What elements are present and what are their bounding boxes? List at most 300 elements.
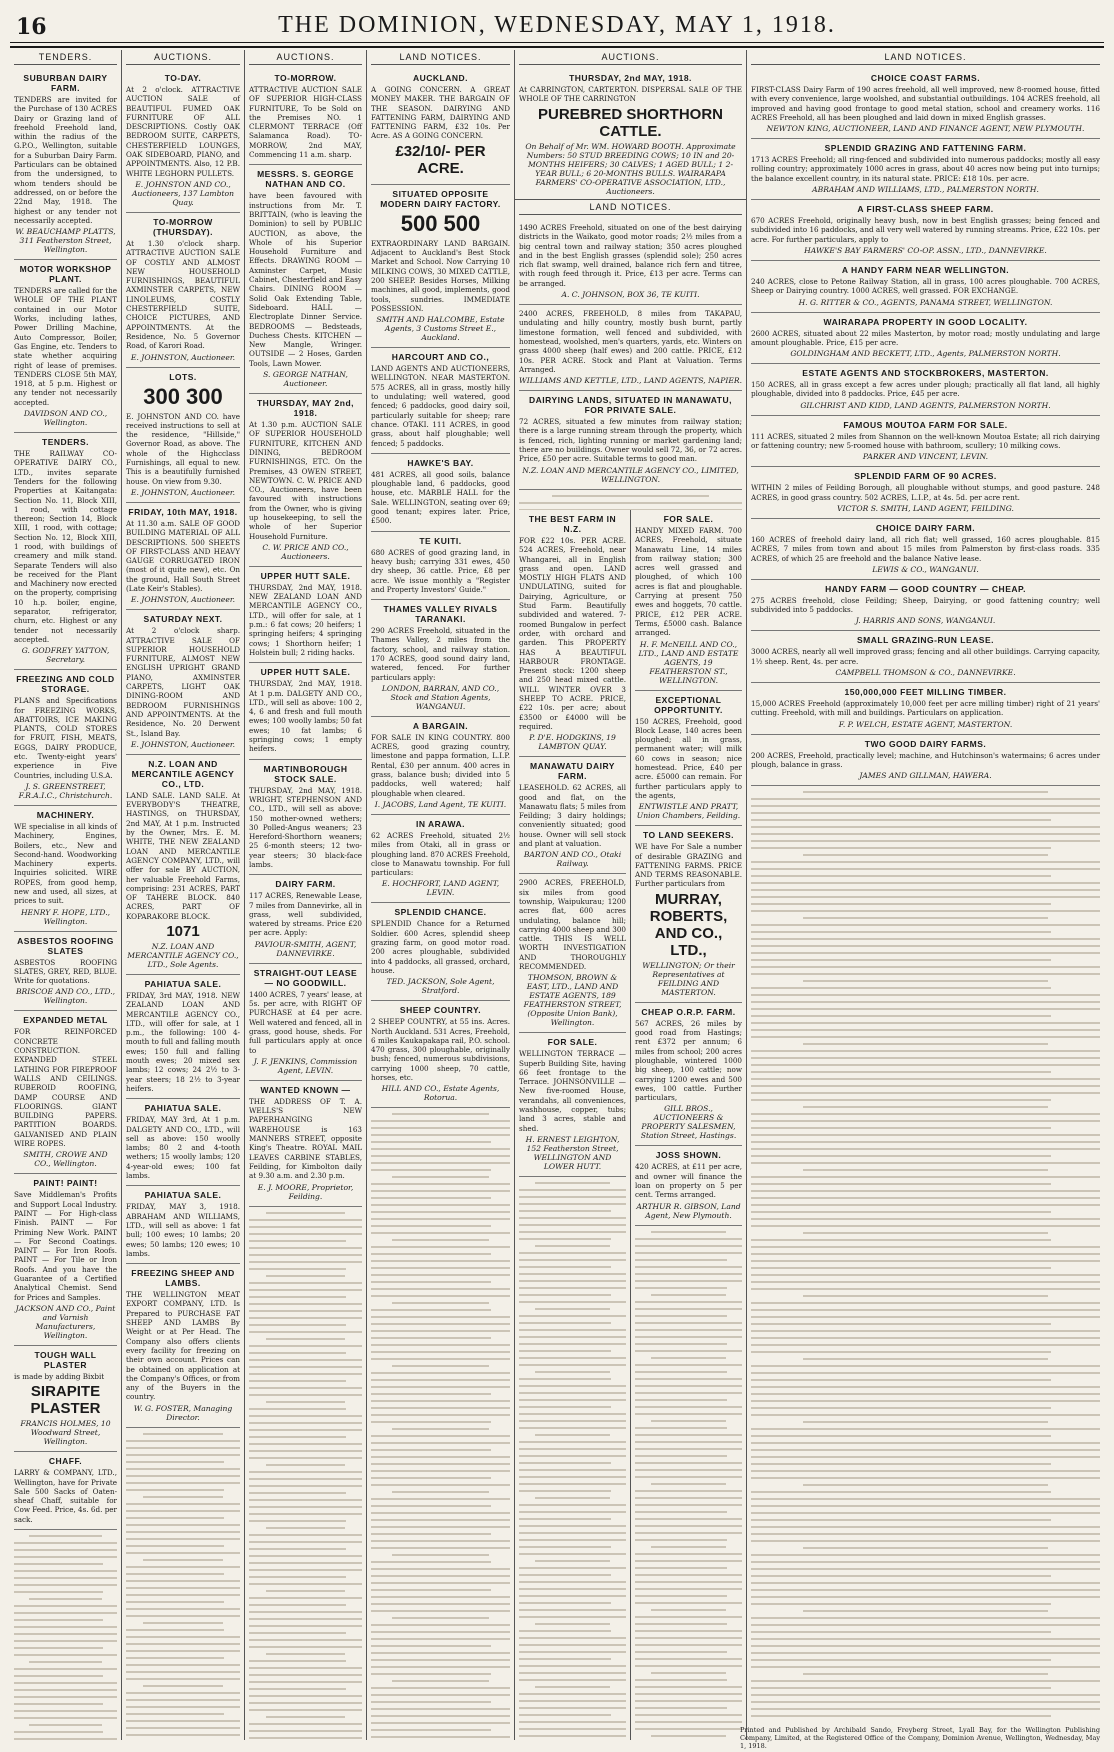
ad-signature: ARTHUR R. GIBSON, Land Agent, New Plymouth. [636,1201,741,1220]
ad-title: SHEEP COUNTRY. [399,1005,482,1016]
text-line [519,1581,626,1583]
ad-title: SPLENDID FARM OF 90 ACRES. [854,471,997,482]
text-line [249,1296,346,1298]
text-line [371,1477,491,1479]
text-line [519,1231,626,1233]
text-line [249,1457,362,1459]
newsprint-texture [14,1535,117,1740]
text-line [371,1183,510,1185]
text-line [751,1274,1100,1276]
ad-display-line: PUREBRED SHORTHORN CATTLE. [537,105,723,140]
column-heading: LAND NOTICES. [751,50,1100,65]
text-line [249,1730,362,1732]
ad-signature: SMITH, CROWE AND CO., Wellington. [23,1150,108,1169]
text-line [751,1694,1100,1696]
text-line [371,1400,510,1402]
text-line [266,1716,345,1718]
text-line [535,1686,610,1688]
ad-title: SATURDAY NEXT. [143,614,223,625]
text-line [371,1722,510,1724]
text-line [249,1352,346,1354]
text-line [249,1681,362,1683]
text-line [751,1365,1100,1367]
ad-title: MACHINERY. [36,809,95,820]
ad-body: 111 ACRES, situated 2 miles from Shannon on the well-known Moutoa Estate; all rich dairying or fattening country; new 5-roomed house with bathroom, scullery; 10 milking cows. [751,431,1100,451]
ad-body: FOR £22 10s. PER ACRE. 524 ACRES, Freehold, near Whangarei, all in English grass and open. LAND MOSTLY HIGH FLATS AND UNDULATING, suited for Dairying, Agriculture, or Stud Farm. Beautifully subdivided and watered. 7-roomed Bungalow in perfect order, with orchard and garden. This PROPERTY HAS A BEAUTIFUL HARBOUR FRONTAGE. Present stock: 1200 sheep and 250 head mixed cattle. WILL WINTER OVER 3 SHEEP TO ACRE. PRICE, £22 10s. per acre; about £3500 or £4000 will be required. [519,536,626,731]
ad-title: FREEZING SHEEP AND LAMBS. [131,1268,235,1289]
advertisement [371,815,510,903]
text-line [249,1702,362,1704]
text-line [371,1596,510,1598]
text-line [371,1421,491,1423]
text-line [392,1428,489,1430]
advertisement [635,691,742,827]
ad-signature: E. JOHNSTON, Auctioneer. [130,739,236,749]
text-line [371,1708,510,1710]
text-line [14,1549,117,1551]
advertisement [126,975,240,1099]
text-line [371,1547,510,1549]
ad-title: FRIDAY, 10th MAY, 1918. [128,506,238,517]
ad-title: A BARGAIN. [412,720,469,731]
ad-body: THE WELLINGTON MEAT EXPORT COMPANY, LTD. Is Prepared to PURCHASE FAT SHEEP AND LAMBS By Weight or at Per Head. The Company also offers clients every facility for freezing on their own account. Prices can be obtained on application at the Company's Offices, or from any of the Buyers in the country. [126,1290,240,1402]
advertisement [126,1186,240,1264]
text-line [392,1113,489,1115]
ad-title: TO-MORROW. [274,73,337,83]
text-line [249,1219,362,1221]
text-line [126,1461,224,1463]
text-line [249,1506,362,1508]
text-line [751,826,1100,828]
text-line [143,1622,223,1624]
text-line [249,1583,362,1585]
text-line [249,1520,346,1522]
text-line [635,1455,727,1457]
ad-signature: H. ERNEST LEIGHTON, 152 Featherston Street, WELLINGTON AND LOWER HUTT. [525,1134,620,1171]
ad-title: A HANDY FARM NEAR WELLINGTON. [841,264,1010,275]
text-line [519,1644,626,1646]
text-line [371,1288,510,1290]
text-line [371,1344,510,1346]
text-line [371,1701,491,1703]
text-line [249,1492,346,1494]
ad-signature: S. GEORGE NATHAN, Auctioneer. [263,370,348,389]
text-line [14,1696,117,1698]
text-line [651,1483,726,1485]
advertisement [14,1174,117,1346]
ad-title: FAMOUS MOUTOA FARM FOR SALE. [843,419,1008,430]
text-line [249,1555,362,1557]
ad-signature: HAWKE'S BAY FARMERS' CO-OP. ASSN., LTD., DANNEVIRKE. [804,245,1047,255]
text-line [266,1653,345,1655]
ad-body: 117 ACRES, Renewable Lease, 7 miles from Dannevirke, all in grass, well subdivided, watered by streams. Price £20 per acre. Apply: [249,891,362,938]
text-line [519,1210,611,1212]
text-line [14,1619,103,1621]
ad-title: EXCEPTIONAL OPPORTUNITY. [654,694,723,715]
text-line [751,1561,1100,1563]
text-line [371,1610,510,1612]
ad-body: 62 ACRES Freehold, situated 2½ miles from Otaki, all in grass or ploughing land. 870 ACRES Freehold, close to Manawatu township. For full particulars: [371,830,510,878]
ad-signature: F. P. WELCH, ESTATE AGENT, MASTERTON. [838,719,1013,729]
ad-body: FOR REINFORCED CONCRETE CONSTRUCTION. EXPANDED STEEL LATHING FOR FIREPROOF WALLS AND CEILINGS. RUBEROID ROOFING, DAMP COURSE AND FLOORINGS. GIANT BUILDING PAPERS. PARTITION BOARDS. GALVANISED AND PLAIN WIRE ROPES. [14,1027,117,1149]
text-line [635,1462,742,1464]
text-line [266,1275,345,1277]
text-line [751,847,1051,849]
text-line [635,1406,742,1408]
text-line [126,1503,240,1505]
text-line [635,1364,742,1366]
text-line [14,1563,103,1565]
text-line [126,1629,224,1631]
advertisement [519,1033,626,1177]
text-line [126,1580,240,1582]
text-line [371,1540,510,1542]
ad-body: 290 ACRES Freehold, situated in the Thames Valley, 2 miles from the factory, school, and railway station. 170 ACRES, good sound dairy land, watered, fenced. For further particulars apply: [371,626,510,682]
ad-title: HAWKE'S BAY. [407,457,474,468]
text-line [249,1331,362,1333]
ad-title: ESTATE AGENTS AND STOCKBROKERS, MASTERTON. [802,368,1049,379]
advertisement [751,313,1100,365]
ad-body: At 2 o'clock sharp. ATTRACTIVE SALE OF SUPERIOR HOUSEHOLD FURNITURE, ALMOST NEW ENGLISH UPRIGHT GRAND PIANO, AXMINSTER CARPETS, LIGHT OAK DINING-ROOM AND BEDROOM FURNISHINGS AND APPOINTMENTS. At the Residence, No. 20 Derwent St., Island Bay. [126,626,240,738]
text-line [371,1456,510,1458]
advertisement [519,391,742,489]
text-line [371,1645,491,1647]
ad-title: A FIRST-CLASS SHEEP FARM. [857,204,994,215]
text-line [751,1134,1100,1136]
text-line [266,1590,345,1592]
text-line [249,1303,362,1305]
ad-signature: E. JOHNSTON AND CO., Auctioneers, 137 Lambton Quay. [132,179,234,207]
advertisement [371,185,510,348]
newsprint-texture [126,1433,240,1740]
advertisement [126,1264,240,1428]
text-line [635,1532,742,1534]
ad-title: THURSDAY, MAY 2nd, 1918. [256,398,354,419]
advertisement [751,200,1100,261]
text-line [651,1735,726,1737]
text-line [519,1574,611,1576]
text-line [519,502,742,504]
text-line [751,966,1100,968]
advertisement [126,755,240,975]
text-line [519,1490,611,1492]
text-line [751,1379,1051,1381]
text-line [392,1239,489,1241]
text-line [751,1253,1100,1255]
text-line [249,1310,362,1312]
text-line [126,1671,240,1673]
text-line [371,1372,510,1374]
advertisement [751,69,1100,139]
advertisement [635,510,742,691]
ad-signature: H. G. RITTER & CO., AGENTS, PANAMA STREET, WELLINGTON. [798,297,1053,307]
ad-signature: W. G. FOSTER, Managing Director. [133,1403,233,1422]
text-line [519,1462,611,1464]
text-line [751,1603,1051,1605]
advertisement [249,394,362,567]
ad-body: SPLENDID Chance for a Returned Soldier. 600 Acres, splendid sheep grazing farm, on good motor road. 200 acres ploughable, subdivided into 4 paddocks, all grassed, orchard, house. [371,919,510,975]
text-line [249,1282,362,1284]
ad-title: SITUATED OPPOSITE MODERN DAIRY FACTORY. [380,188,501,209]
text-line [371,1561,491,1563]
text-line [635,1539,727,1541]
text-line [371,1260,510,1262]
ad-large-figure: 300 300 [143,383,223,409]
text-line [371,1519,510,1521]
text-line [392,1176,489,1178]
text-line [635,1714,742,1716]
text-line [519,1301,626,1303]
text-line [519,1525,626,1527]
text-line [249,1366,362,1368]
text-line [249,1422,362,1424]
ad-title: MANAWATU DAIRY FARM. [530,761,615,782]
text-line [519,1343,626,1345]
ad-signature: LONDON, BARRAN, AND CO., Stock and Station Agents, WANGANUI. [381,683,500,711]
ad-title: TOUGH WALL PLASTER [34,1349,97,1370]
text-line [249,1737,362,1739]
text-line [126,1447,240,1449]
ad-title: WANTED KNOWN — [260,1084,351,1095]
text-line [751,1246,1100,1248]
ad-title: PAHIATUA SALE. [144,979,222,989]
ad-title: CHOICE DAIRY FARM. [875,522,976,533]
ad-signature: DAVIDSON AND CO., Wellington. [23,409,108,428]
text-line [519,1602,611,1604]
text-line [371,1449,491,1451]
text-line [249,1709,362,1711]
text-line [635,1511,727,1513]
text-line [14,1542,117,1544]
text-line [751,889,1100,891]
advertisement [249,567,362,663]
text-line [751,1113,1100,1115]
text-line [751,952,1100,954]
text-line [392,1365,489,1367]
text-line [751,1302,1100,1304]
text-line [751,1204,1100,1206]
text-line [14,1626,117,1628]
text-line [249,1261,362,1263]
text-line [371,1148,510,1150]
text-line [249,1485,362,1487]
text-line [535,1371,610,1373]
ad-title: PAINT! PAINT! [33,1178,98,1189]
ad-signature: WILLIAMS AND KETTLE, LTD., LAND AGENTS, NAPIER. [519,376,742,386]
advertisement [519,874,626,1033]
advertisement [14,670,117,806]
text-line [14,1703,103,1705]
text-line [519,1406,611,1408]
text-line [371,1274,510,1276]
ad-body: is made by adding Bixbit [14,1371,105,1381]
text-line [266,1527,345,1529]
text-line [249,1408,346,1410]
text-line [751,1477,1100,1479]
advertisement [126,69,240,213]
ad-signature: E. J. MOORE, Proprietor, Feilding. [257,1182,354,1201]
text-line [635,1308,742,1310]
text-line [371,1484,510,1486]
text-line [751,1316,1100,1318]
text-line [751,1015,1051,1017]
advertisement [249,964,362,1081]
ad-title: CHOICE COAST FARMS. [870,73,981,83]
ad-display-line: £32/10/- PER ACRE. [395,142,486,177]
text-line [249,1639,362,1641]
text-line [371,1225,491,1227]
text-line [751,1141,1100,1143]
text-line [635,1441,742,1443]
ad-body: 15,000 ACRES Freehold (approximately 10,000 feet per acre milling timber) right of 21 years' cutting. Freehold, with mill and buildings. Particulars on application. [751,699,1100,718]
ad-body: have been favoured with instructions from Mr. T. BRITTAIN, (who is leaving the Dominion) to sell by PUBLIC AUCTION, as above, the Whole of his Superior Household Furniture and Effects. DRAWING ROOM — Axminster Carpet, Music Cabinet, Chesterfield and Easy Chairs. DINING ROOM — Solid Oak Extending Table, Sideboard. HALL — Electroplate Dinner Service. BEDROOMS — Bedsteads, Duchess Chests. KITCHEN — New Mangle, Wringer. OUTSIDE — 2 Hoses, Garden Tools, Lawn Mower. [249,191,362,368]
advertisement [14,433,117,670]
text-line [635,1280,742,1282]
text-line [635,1707,727,1709]
text-line [751,1064,1100,1066]
advertisement [519,510,626,757]
ad-signature: GILCHRIST AND KIDD, LAND AGENTS, PALMERSTON NORTH. [800,400,1051,410]
ad-signature: J. S. GREENSTREET, F.R.A.I.C., Christchurch. [18,781,113,800]
text-line [371,1190,510,1192]
ad-body: THURSDAY, 2nd MAY, 1918. WRIGHT, STEPHENSON AND CO., LTD., will sell as above: 150 mother-owned wethers; 30 Polled-Angus weaners; 23 Hereford-Shorthorn weaners; 25 6-month steers; 12 two-year steers; 30 black-face lambs. [249,785,362,869]
text-line [249,1268,346,1270]
advertisement [751,139,1100,200]
ad-body: THURSDAY, 2nd MAY, 1918. NEW ZEALAND LOAN AND MERCANTILE AGENCY CO., LTD., will offer for sale, at 1 p.m.: 6 fat cows; 20 heifers; 1 springing heifers; 4 springing cows; 1 Shorthorn heifer; 1 Holstein bull; 2 riding hacks. [249,582,362,657]
text-line [519,1189,626,1191]
text-line [751,1183,1051,1185]
text-line [126,1517,224,1519]
text-line [519,1266,611,1268]
ad-title: ASBESTOS ROOFING SLATES [17,935,114,956]
text-line [535,1623,610,1625]
text-line [751,1323,1051,1325]
text-line [371,1603,510,1605]
text-line [249,1541,362,1543]
text-line [266,1464,345,1466]
text-line [751,1225,1100,1227]
text-line [635,1266,742,1268]
printer-imprint: Printed and Published by Archibald Sando, Freyberg Street, Lyall Bay, for the Wellington Publishing Company, Limited, at the Registered Office of the Company, Dominion Avenue, Wellington, Wednesday, May 1, 1918. [740,1726,1100,1750]
text-line [651,1672,726,1674]
column-heading: LAND NOTICES. [519,200,742,215]
text-line [751,1519,1051,1521]
text-line [519,1294,611,1296]
text-line [751,1505,1100,1507]
ad-body: ATTRACTIVE AUCTION SALE OF SUPERIOR HIGH-CLASS FURNITURE, To be Sold on the Premises NO. 1 CLERMONT TERRACE (Off Salamanca Road). TO-MORROW, 2nd MAY, Commencing 11 a.m. sharp. [249,85,362,160]
ad-signature: E. JOHNSTON, Auctioneer. [130,352,236,362]
advertisement [249,875,362,963]
text-line [371,1575,510,1577]
text-line [126,1524,240,1526]
ad-body: 3000 ACRES, nearly all well improved grass; fencing and all other buildings. Carrying capacity, 1½ sheep. Rent, 4s. per acre. [751,647,1100,666]
text-line [635,1336,742,1338]
text-line [371,1435,510,1437]
text-line [751,1008,1100,1010]
text-line [371,1134,510,1136]
text-line [371,1687,510,1689]
text-line [126,1531,240,1533]
text-line [14,1605,117,1607]
text-line [371,1386,510,1388]
text-line [371,1295,510,1297]
text-line [519,1420,626,1422]
ad-title: DAIRY FARM. [275,879,336,890]
text-line [519,1238,611,1240]
text-line [126,1573,224,1575]
text-line [751,1001,1100,1003]
column-8 [631,510,747,1740]
text-line [751,1617,1100,1619]
text-line [635,1623,727,1625]
text-line [751,1589,1100,1591]
text-line [392,1554,489,1556]
text-line [126,1657,224,1659]
ad-signature: CAMPBELL THOMSON & CO., DANNEVIRKE. [835,668,1016,678]
text-line [14,1738,117,1740]
text-line [635,1560,742,1562]
text-line [751,994,1100,996]
text-line [751,1022,1100,1024]
text-line [249,1373,362,1375]
text-line [249,1240,346,1242]
ad-body: At 2 o'clock. ATTRACTIVE AUCTION SALE of BEAUTIFUL FUMED OAK FURNITURE OF ALL DESCRIPTIONS. Costly OAK BEDROOM SUITE, CARPETS, CHESTERFIELD LOUNGES, OAK SIDEBOARD, PIANO, and APPOINTMENTS. Also, 12 P.B. WHITE LEGHORN PULLETS. [126,85,240,178]
advertisement [371,717,510,815]
text-line [519,1427,626,1429]
text-line [14,1556,117,1558]
text-line [751,868,1100,870]
text-line [249,1674,362,1676]
text-line [519,1511,626,1513]
ad-title: FOR SALE. [663,514,714,524]
advertisement [126,503,240,610]
text-line [751,1701,1100,1703]
text-line [535,1434,610,1436]
advertisement [371,903,510,1001]
text-line [249,1394,362,1396]
text-line [751,1393,1100,1395]
ad-body: Save Middleman's Profits and Support Local Industry. PAINT — For High-class Finish. PAINT — For Priming New Work. PAINT — For Second Coatings. PAINT — For Iron Roofs. PAINT — For Tile or Iron Roofs. And you have the Guarantee of a Certified Analytical Chemist. Send for Prices and Samples. [14,1190,117,1302]
text-line [519,1315,626,1317]
advertisement [751,519,1100,580]
text-line [519,1322,611,1324]
text-line [803,1610,1047,1612]
text-line [371,1162,510,1164]
text-line [635,1553,742,1555]
text-line [249,1695,362,1697]
ad-body: At 11.30 a.m. SALE OF GOOD BUILDING MATERIAL OF ALL DESCRIPTIONS. 500 SHEETS OF FIRST-CLASS AND HEAVY GAUGE CORRUGATED IRON (most of it quite new), etc. On the ground, Hall South Street (Late Keir's Stables). [126,518,240,593]
advertisement [14,69,117,260]
text-line [803,917,1047,919]
ad-title: TO-MORROW (THURSDAY). [153,216,213,237]
column-heading: TENDERS. [14,50,117,65]
ad-signature: VICTOR S. SMITH, LAND AGENT, FEILDING. [837,503,1014,513]
text-line [651,1420,726,1422]
column-5 [515,50,747,200]
text-line [126,1454,240,1456]
advertisement [14,260,117,433]
text-line [751,1400,1100,1402]
text-line [751,1197,1100,1199]
text-line [751,1498,1100,1500]
text-line [126,1594,240,1596]
text-line [751,819,1051,821]
ad-display-line: 1071 [166,923,200,940]
text-line [371,1141,491,1143]
text-line [371,1127,510,1129]
text-line [635,1448,742,1450]
text-line [371,1316,510,1318]
